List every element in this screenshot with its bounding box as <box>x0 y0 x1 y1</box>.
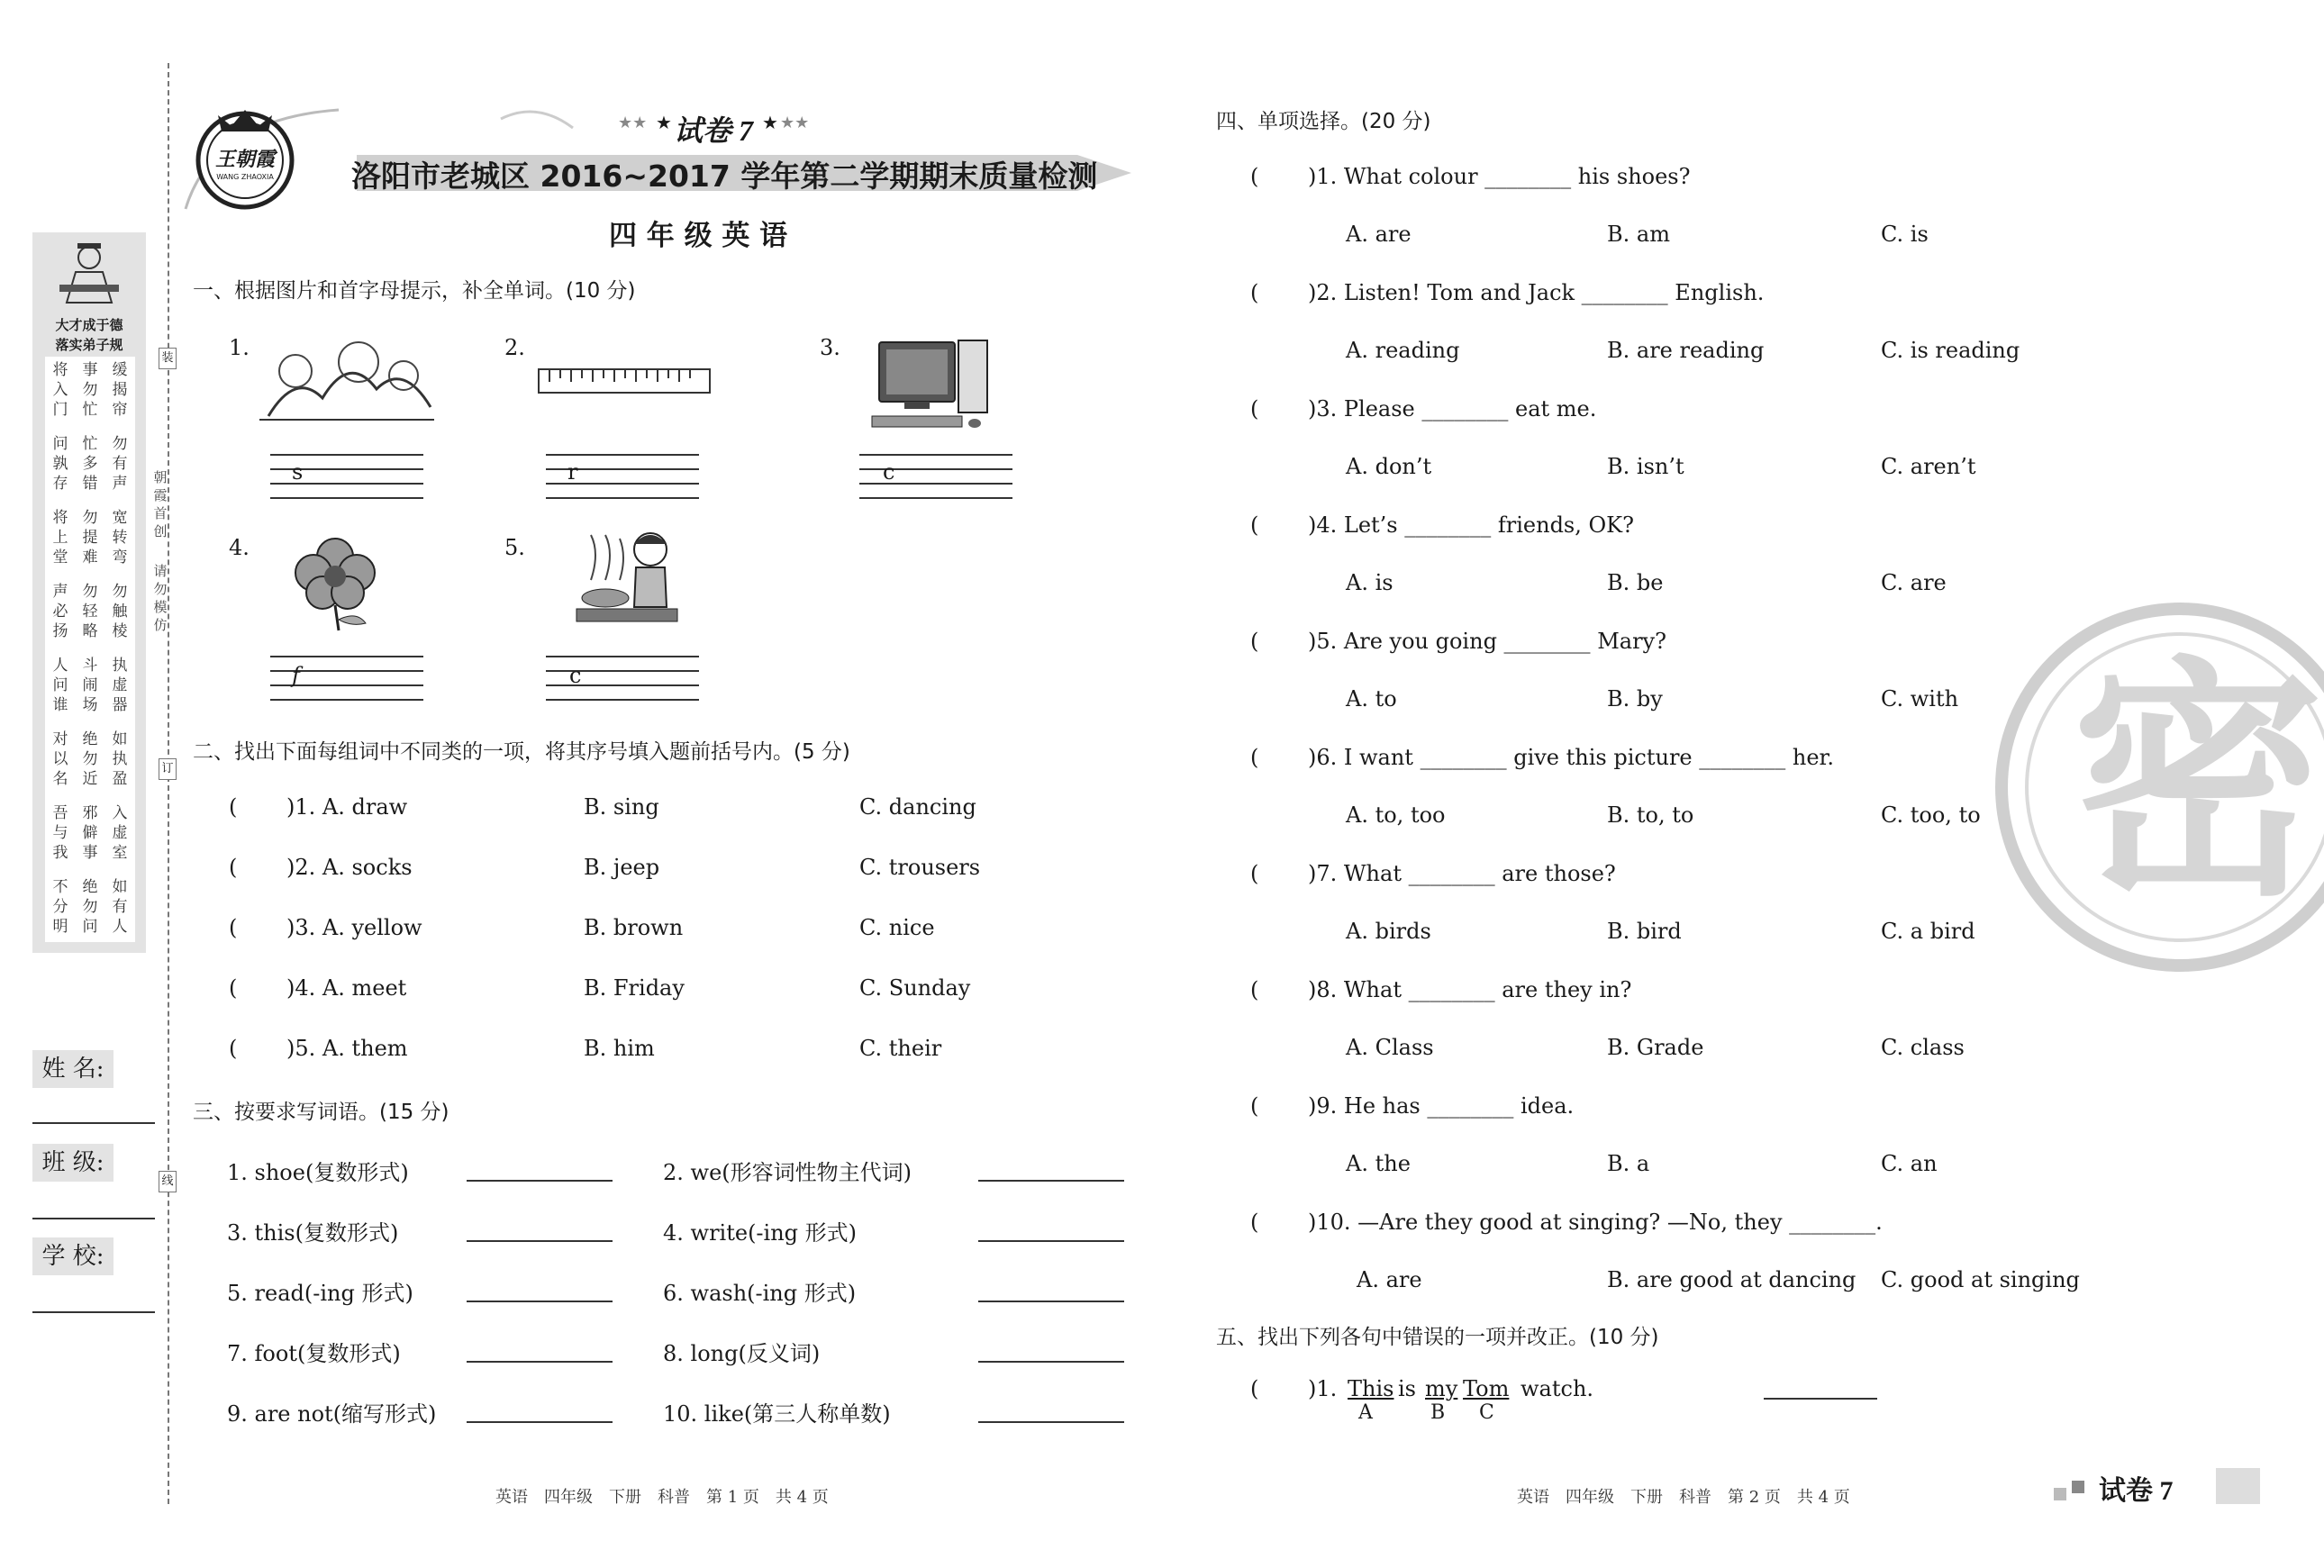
s1-item3-num: 3. <box>820 335 840 360</box>
s5-q1-mark-c: C <box>1479 1401 1494 1424</box>
s4-option-c[interactable]: C. good at singing <box>1881 1267 2080 1292</box>
s2-option-c: C. their <box>859 1036 942 1061</box>
s4-option-a[interactable]: A. the <box>1346 1151 1411 1176</box>
rule-text: 将上堂 <box>52 509 68 566</box>
s1-item4-letter[interactable]: f <box>292 663 300 688</box>
rule-text: 声必扬 <box>52 583 68 640</box>
section2-heading: 二、找出下面每组词中不同类的一项，将其序号填入题前括号内。(5 分) <box>193 740 850 764</box>
s3-answer-line[interactable] <box>467 1361 613 1363</box>
s4-question: )8. What ________ are they in? <box>1308 977 1632 1002</box>
rule-text: 绝勿问 <box>82 878 98 936</box>
s4-question: )3. Please ________ eat me. <box>1308 396 1597 421</box>
s4-paren[interactable]: ( <box>1250 1210 1259 1235</box>
s3-answer-line[interactable] <box>467 1301 613 1302</box>
footer-right: 英语 四年级 下册 科普 第 2 页 共 4 页 <box>1517 1488 1850 1507</box>
s3-prompt-right: 10. like(第三人称单数) <box>663 1401 891 1427</box>
rule-text: 执虚器 <box>112 657 128 714</box>
s1-item5-letter[interactable]: c <box>569 663 582 688</box>
rule-row <box>49 656 132 715</box>
s4-option-c[interactable]: C. is <box>1881 222 1929 247</box>
s2-option-b: B. Friday <box>584 975 685 1001</box>
rule-text: 绝勿近 <box>82 730 98 788</box>
s4-option-b[interactable]: B. are reading <box>1607 338 1765 363</box>
s1-item4-num: 4. <box>229 535 250 560</box>
rule-text: 勿轻略 <box>82 583 98 640</box>
ruler-icon <box>537 366 713 402</box>
s4-option-b[interactable]: B. by <box>1607 686 1663 711</box>
s3-answer-line[interactable] <box>978 1180 1124 1182</box>
cooking-girl-icon <box>573 526 681 632</box>
rule-text: 如执盈 <box>112 730 128 788</box>
s3-prompt-left: 7. foot(复数形式) <box>227 1341 401 1366</box>
s4-question: )4. Let’s ________ friends, OK? <box>1308 512 1634 538</box>
motto-1: 大才成于德 <box>55 317 123 333</box>
s5-q1-mark-b: B <box>1430 1401 1446 1424</box>
s4-question: )10. —Are they good at singing? —No, they ________. <box>1308 1210 1883 1235</box>
rule-text: 勿有声 <box>112 435 128 493</box>
s5-q1-answer-line[interactable] <box>1764 1398 1877 1400</box>
rule-text: 事勿忙 <box>82 361 98 419</box>
s2-option-b: B. jeep <box>584 855 660 880</box>
series-label: 试卷 7 <box>674 114 754 147</box>
s2-question: )2. A. socks <box>286 855 413 880</box>
s3-prompt-right: 6. wash(-ing 形式) <box>663 1281 857 1306</box>
s4-option-c[interactable]: C. aren’t <box>1881 454 1976 479</box>
s2-option-c: C. dancing <box>859 794 976 820</box>
rule-text: 入虚室 <box>112 804 128 862</box>
s4-question: )6. I want ________ give this picture ________ her. <box>1308 745 1835 770</box>
s3-prompt-right: 4. write(-ing 形式) <box>663 1220 858 1246</box>
s4-question: )5. Are you going ________ Mary? <box>1308 629 1666 654</box>
s4-option-a[interactable]: A. are <box>1357 1267 1422 1292</box>
s4-option-b[interactable]: B. isn’t <box>1607 454 1684 479</box>
s3-prompt-right: 2. we(形容词性物主代词) <box>663 1160 912 1185</box>
flower-icon <box>285 533 386 632</box>
s2-option-c: C. Sunday <box>859 975 971 1001</box>
s4-option-b[interactable]: B. to, to <box>1607 802 1694 828</box>
name-field[interactable] <box>32 1122 155 1124</box>
scenery-icon <box>259 335 434 425</box>
s4-option-b[interactable]: B. are good at dancing <box>1607 1267 1856 1292</box>
s4-paren[interactable]: ( <box>1250 745 1259 770</box>
s4-paren[interactable]: ( <box>1250 396 1259 421</box>
s4-option-b[interactable]: B. bird <box>1607 919 1682 944</box>
rule-text: 缓揭帘 <box>112 361 128 419</box>
binding-tag-3: 线 <box>159 1171 177 1192</box>
s3-answer-line[interactable] <box>467 1180 613 1182</box>
s1-item3-letter[interactable]: c <box>883 459 895 485</box>
s4-option-c[interactable]: C. a bird <box>1881 919 1975 944</box>
corner-dot-icon <box>2054 1488 2066 1500</box>
rule-text: 对以名 <box>52 730 68 788</box>
s3-prompt-left: 5. read(-ing 形式) <box>227 1281 413 1306</box>
school-field[interactable] <box>32 1311 155 1313</box>
stars-left-icon: ★★ <box>618 113 648 132</box>
s4-option-a[interactable]: A. to, too <box>1346 802 1446 828</box>
s5-q1-word-is: is <box>1398 1376 1416 1401</box>
rule-text: 邪僻事 <box>82 804 98 862</box>
class-field[interactable] <box>32 1218 155 1219</box>
s4-option-b[interactable]: B. Grade <box>1607 1035 1704 1060</box>
s4-option-c[interactable]: C. are <box>1881 570 1947 595</box>
binding-dashed-line <box>168 63 169 1504</box>
s2-question: )4. A. meet <box>286 975 407 1001</box>
s5-q1-paren: ( <box>1250 1376 1259 1401</box>
s2-paren[interactable]: ( <box>229 1036 238 1061</box>
s4-option-a[interactable]: A. Class <box>1346 1035 1434 1060</box>
s4-option-c[interactable]: C. is reading <box>1881 338 2020 363</box>
section3-heading: 三、按要求写词语。(15 分) <box>193 1101 449 1124</box>
watermark-text: 密 <box>2072 637 2324 930</box>
s4-option-a[interactable]: A. don’t <box>1346 454 1432 479</box>
rule-text: 忙多错 <box>82 435 98 493</box>
s1-item1-letter[interactable]: s <box>292 459 304 485</box>
rule-row <box>49 434 132 494</box>
s4-option-b[interactable]: B. be <box>1607 570 1664 595</box>
binding-tag-2: 订 <box>159 758 177 780</box>
rule-text: 吾与我 <box>52 804 68 862</box>
binding-tag-1: 装 <box>159 348 177 369</box>
s4-question: )9. He has ________ idea. <box>1308 1093 1575 1119</box>
rules-list <box>49 360 132 951</box>
s3-prompt-right: 8. long(反义词) <box>663 1341 821 1366</box>
s4-option-a[interactable]: A. to <box>1346 686 1397 711</box>
s5-q1-word-this: This <box>1348 1376 1394 1401</box>
s4-paren[interactable]: ( <box>1250 280 1259 305</box>
rule-text: 勿提难 <box>82 509 98 566</box>
scholar-icon <box>58 240 121 312</box>
rule-text: 不分明 <box>52 878 68 936</box>
vertical-note-1: 朝霞首创 <box>153 469 168 539</box>
rule-row <box>49 508 132 567</box>
rule-text: 如有人 <box>112 878 128 936</box>
s4-paren[interactable]: ( <box>1250 164 1259 189</box>
s3-answer-line[interactable] <box>978 1240 1124 1242</box>
s2-paren[interactable]: ( <box>229 794 238 820</box>
s4-question: )7. What ________ are those? <box>1308 861 1616 886</box>
vertical-note-2: 请勿模仿 <box>153 563 168 633</box>
logo-subtext: WANG ZHAOXIA <box>216 173 274 181</box>
rule-text: 人问谁 <box>52 657 68 714</box>
name-label: 姓 名: <box>32 1050 113 1088</box>
exam-title: 洛阳市老城区 2016~2017 学年第二学期期末质量检测 <box>351 159 1098 194</box>
s1-item5-num: 5. <box>504 535 525 560</box>
s4-paren[interactable]: ( <box>1250 1093 1259 1119</box>
s4-option-a[interactable]: A. birds <box>1346 919 1431 944</box>
s3-prompt-left: 1. shoe(复数形式) <box>227 1160 409 1185</box>
s3-answer-line[interactable] <box>978 1361 1124 1363</box>
rule-text: 问孰存 <box>52 435 68 493</box>
s3-prompt-left: 3. this(复数形式) <box>227 1220 399 1246</box>
s2-option-c: C. nice <box>859 915 935 940</box>
section4-heading: 四、单项选择。(20 分) <box>1216 110 1431 133</box>
s5-q1-word-my: my <box>1425 1376 1458 1401</box>
s4-paren[interactable]: ( <box>1250 629 1259 654</box>
stars-right-icon: ★★ <box>780 113 810 132</box>
s4-option-a[interactable]: A. is <box>1346 570 1393 595</box>
computer-icon <box>868 337 994 436</box>
class-label: 班 级: <box>32 1144 113 1182</box>
footer-left: 英语 四年级 下册 科普 第 1 页 共 4 页 <box>495 1488 829 1507</box>
s2-question: )5. A. them <box>286 1036 408 1061</box>
rule-text: 宽转弯 <box>112 509 128 566</box>
s4-option-c[interactable]: C. an <box>1881 1151 1938 1176</box>
s3-answer-line[interactable] <box>978 1421 1124 1423</box>
s1-item1-num: 1. <box>229 335 250 360</box>
s5-q1-word-tom: Tom <box>1463 1376 1510 1401</box>
s2-option-c: C. trousers <box>859 855 981 880</box>
s2-paren[interactable]: ( <box>229 975 238 1001</box>
star-icon: ★ <box>656 112 672 133</box>
s4-option-a[interactable]: A. are <box>1346 222 1412 247</box>
rule-row <box>49 877 132 937</box>
s2-question: )1. A. draw <box>286 794 408 820</box>
s3-answer-line[interactable] <box>467 1240 613 1242</box>
s3-prompt-left: 9. are not(缩写形式) <box>227 1401 437 1427</box>
s2-question: )3. A. yellow <box>286 915 422 940</box>
section5-heading: 五、找出下列各句中错误的一项并改正。(10 分) <box>1216 1326 1659 1349</box>
rule-text: 斗闹场 <box>82 657 98 714</box>
s1-item2-num: 2. <box>504 335 525 360</box>
s4-option-c[interactable]: C. with <box>1881 686 1959 711</box>
rule-text: 勿触棱 <box>112 583 128 640</box>
rule-row <box>49 360 132 420</box>
s4-option-b[interactable]: B. am <box>1607 222 1670 247</box>
motto-2: 落实弟子规 <box>55 337 123 353</box>
s4-option-c[interactable]: C. class <box>1881 1035 1965 1060</box>
corner-bar <box>2216 1468 2260 1504</box>
logo-text: 王朝霞 <box>214 148 275 170</box>
s4-paren[interactable]: ( <box>1250 977 1259 1002</box>
s2-option-b: B. brown <box>584 915 684 940</box>
rule-row <box>49 582 132 641</box>
s4-paren[interactable]: ( <box>1250 512 1259 538</box>
s2-paren[interactable]: ( <box>229 855 238 880</box>
s3-answer-line[interactable] <box>978 1301 1124 1302</box>
s5-q1-word-watch: watch. <box>1521 1376 1594 1401</box>
s4-option-a[interactable]: A. reading <box>1346 338 1460 363</box>
s2-paren[interactable]: ( <box>229 915 238 940</box>
s5-q1-mark-a: A <box>1358 1401 1373 1424</box>
s1-item2-letter[interactable]: r <box>567 459 578 485</box>
corner-dot-icon-2 <box>2072 1481 2084 1493</box>
section1-heading: 一、根据图片和首字母提示，补全单词。(10 分) <box>193 279 636 303</box>
s4-question: )1. What colour ________ his shoes? <box>1308 164 1691 189</box>
s5-q1-num: )1. <box>1308 1376 1338 1401</box>
s4-option-b[interactable]: B. a <box>1607 1151 1650 1176</box>
corner-series-label: 试卷 7 <box>2099 1476 2174 1506</box>
rule-row <box>49 803 132 863</box>
star-icon-2: ★ <box>762 112 778 133</box>
s4-question: )2. Listen! Tom and Jack ________ English. <box>1308 280 1765 305</box>
s2-option-b: B. sing <box>584 794 659 820</box>
rule-text: 将入门 <box>52 361 68 419</box>
s3-answer-line[interactable] <box>467 1421 613 1423</box>
rule-row <box>49 730 132 789</box>
s4-paren[interactable]: ( <box>1250 861 1259 886</box>
school-label: 学 校: <box>32 1237 113 1275</box>
s4-option-c[interactable]: C. too, to <box>1881 802 1981 828</box>
s2-option-b: B. him <box>584 1036 655 1061</box>
exam-subtitle: 四 年 级 英 语 <box>609 220 788 252</box>
